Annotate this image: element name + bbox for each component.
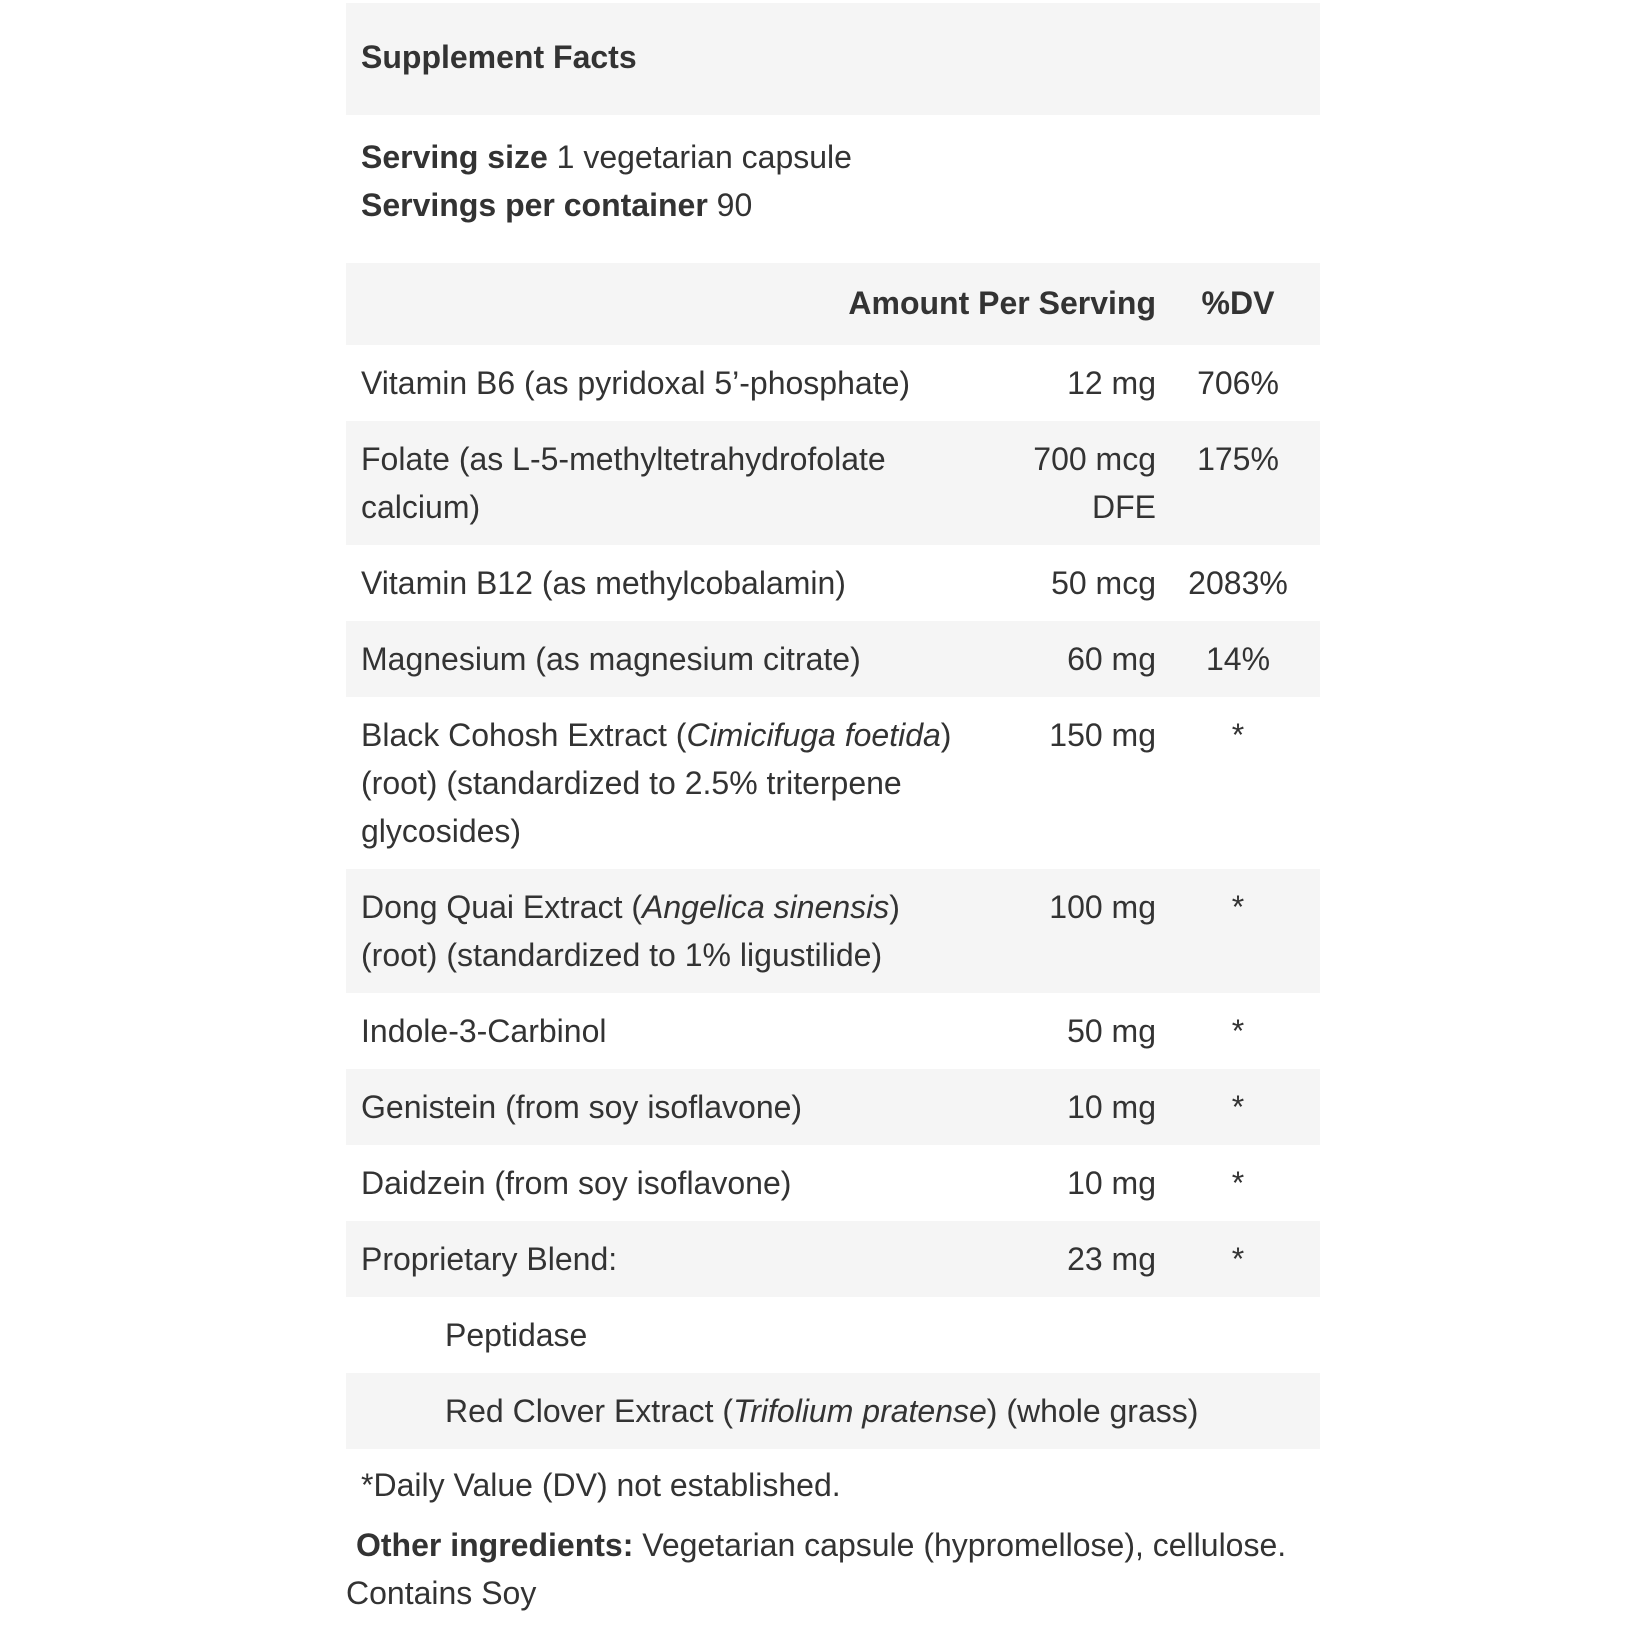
serving-size-line <box>361 133 1320 181</box>
ingredient-dv: 175% <box>1197 441 1279 477</box>
name-text: ) (whole grass) <box>986 1393 1199 1429</box>
botanical-name: Cimicifuga foetida <box>686 717 941 753</box>
ingredient-amount: 50 mg <box>1067 1013 1156 1049</box>
ingredient-name: Genistein (from soy isoflavone) <box>361 1089 803 1125</box>
ingredient-amount: 12 mg <box>1067 365 1156 401</box>
dv-header: %DV <box>1201 285 1275 321</box>
botanical-name: Angelica sinensis <box>642 889 890 925</box>
table-row <box>346 993 1320 1069</box>
ingredient-name: Indole-3-Carbinol <box>361 1013 607 1049</box>
panel-title: Supplement Facts <box>346 3 1320 115</box>
ingredient-dv: 706% <box>1197 365 1279 401</box>
amount-per-serving-header: Amount Per Serving <box>848 285 1156 321</box>
ingredient-amount: 10 mg <box>1067 1089 1156 1125</box>
table-row <box>346 1145 1320 1221</box>
blend-component-name <box>346 1373 1320 1449</box>
ingredient-dv: * <box>1231 1089 1245 1125</box>
name-text: Black Cohosh Extract ( <box>361 717 687 753</box>
ingredient-name <box>346 869 981 993</box>
ingredient-name <box>346 697 981 869</box>
ingredient-dv: 14% <box>1205 641 1271 677</box>
table-row <box>346 1221 1320 1297</box>
serving-info <box>346 115 1320 263</box>
table-row <box>346 1069 1320 1145</box>
table-row <box>346 1297 1320 1373</box>
ingredient-name: Vitamin B6 (as pyridoxal 5’-phosphate) <box>361 365 911 401</box>
ingredient-amount: 10 mg <box>1067 1165 1156 1201</box>
other-ingredients <box>346 1509 1320 1617</box>
table-row <box>346 621 1320 697</box>
ingredient-amount: 23 mg <box>1067 1241 1156 1277</box>
table-row <box>346 345 1320 421</box>
dv-footnote: *Daily Value (DV) not established. <box>361 1467 841 1503</box>
table-row <box>346 1373 1320 1449</box>
ingredient-dv: 2083% <box>1188 565 1288 601</box>
supplement-facts-panel <box>346 3 1320 1617</box>
ingredient-dv: * <box>1231 1013 1245 1049</box>
ingredient-amount <box>981 421 1156 545</box>
amount-line-1: 700 mcg <box>1033 441 1156 477</box>
other-ingredients-text: Vegetarian capsule (hypromellose), cellulose. Contains Soy <box>346 1527 1287 1611</box>
servings-per-container-line <box>361 181 1320 229</box>
table-row <box>346 545 1320 621</box>
blend-component-name: Peptidase <box>445 1317 588 1353</box>
name-text: ) (root) (standardized to 2.5% triterpene glycosides) <box>361 717 952 849</box>
ingredient-dv: * <box>1231 889 1245 925</box>
ingredient-dv: * <box>1231 1165 1245 1201</box>
ingredient-name: Vitamin B12 (as methylcobalamin) <box>361 565 846 601</box>
ingredient-name: Folate (as L-5-methyltetrahydrofolate calcium) <box>361 441 886 525</box>
name-text: Dong Quai Extract ( <box>361 889 642 925</box>
ingredient-amount: 50 mcg <box>1051 565 1156 601</box>
ingredient-dv: * <box>1231 717 1245 753</box>
serving-size-label: Serving size <box>361 139 548 175</box>
serving-size-value: 1 vegetarian capsule <box>556 139 852 175</box>
ingredient-name: Daidzein (from soy isoflavone) <box>361 1165 792 1201</box>
ingredient-dv: * <box>1231 1241 1245 1277</box>
table-row <box>346 869 1320 993</box>
servings-per-container-label: Servings per container <box>361 187 708 223</box>
facts-table <box>346 263 1320 1449</box>
name-text: Red Clover Extract ( <box>445 1393 734 1429</box>
table-header-row <box>346 263 1320 345</box>
ingredient-amount: 60 mg <box>1067 641 1156 677</box>
ingredient-amount: 150 mg <box>1049 717 1156 753</box>
name-text: ) (root) (standardized to 1% ligustilide) <box>361 889 900 973</box>
servings-per-container-value: 90 <box>716 187 753 223</box>
table-row <box>346 697 1320 869</box>
ingredient-name: Magnesium (as magnesium citrate) <box>361 641 861 677</box>
other-ingredients-label: Other ingredients: <box>356 1527 634 1563</box>
table-row <box>346 421 1320 545</box>
ingredient-amount: 100 mg <box>1049 889 1156 925</box>
amount-line-2: DFE <box>1092 489 1156 525</box>
botanical-name: Trifolium pratense <box>733 1393 987 1429</box>
ingredient-name: Proprietary Blend: <box>361 1241 618 1277</box>
